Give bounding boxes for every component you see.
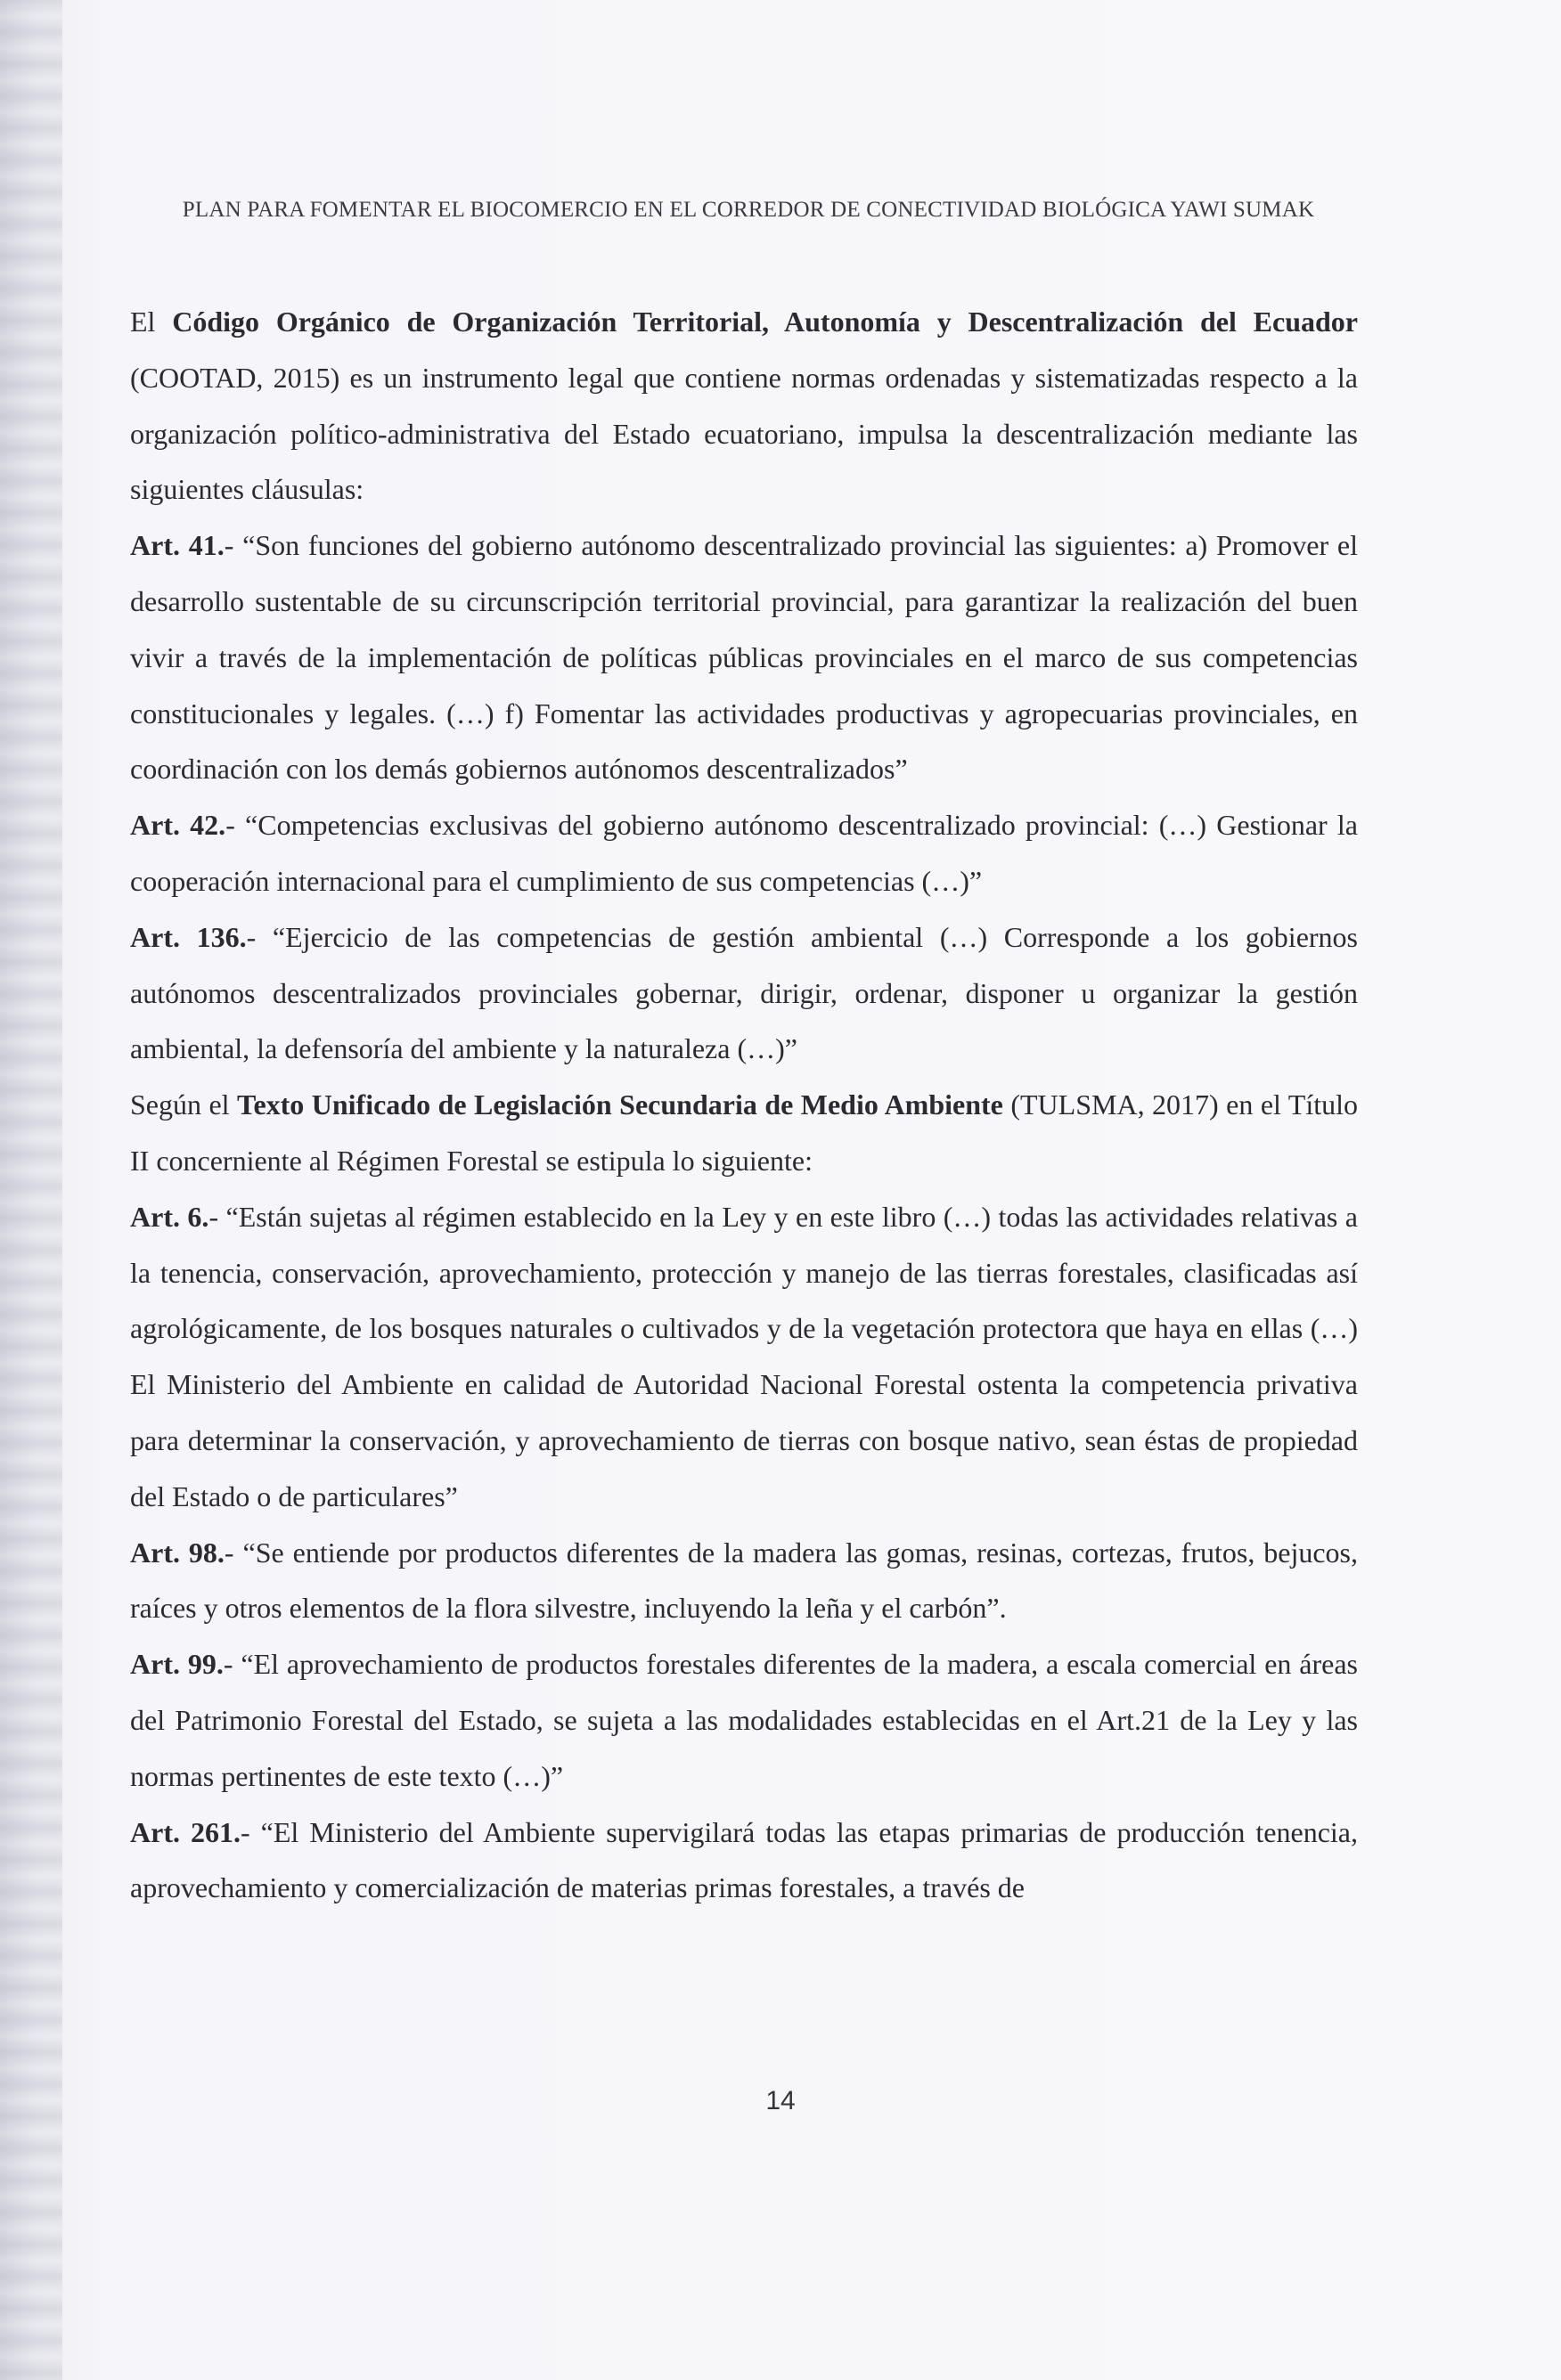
- article-6: Art. 6.- “Están sujetas al régimen establecido en la Ley y en este libro (…) todas las actividades relativas a la tenencia, conservación, aprovechamiento, protección y manejo de las tierras forestales, clasificadas así agrológicamente, de los bosques naturales o cultivados y de la vegetación protectora que haya en ellas (…) El Ministerio del Ambiente en calidad de Autoridad Nacional Forestal ostenta la competencia privativa para determinar la conservación, y aprovechamiento de tierras con bosque nativo, sean éstas de propiedad del Estado o de particulares”: [130, 1200, 1359, 1512]
- article-261: Art. 261.- “El Ministerio del Ambiente supervigilará todas las etapas primarias de producción tenencia, aprovechamiento y comercialización de materias primas forestales, a través de: [130, 1815, 1358, 1904]
- article-label: Art. 42.: [130, 809, 226, 842]
- article-label: Art. 99.: [130, 1648, 224, 1681]
- article-label: Art. 98.: [130, 1536, 225, 1569]
- article-label: Art. 261.: [130, 1815, 241, 1848]
- article-42: Art. 42.- “Competencias exclusivas del gobierno autónomo descentralizado provincial: (…) Gestionar la cooperación internacional para el cumplimiento de sus competencias (…)”: [130, 809, 1359, 897]
- running-header: PLAN PARA FOMENTAR EL BIOCOMERCIO EN EL CORREDOR DE CONECTIVIDAD BIOLÓGICA YAWI SUMAK: [182, 198, 1315, 222]
- article-label: Art. 6.: [130, 1200, 209, 1233]
- document-body: [130, 294, 1358, 1916]
- article-label: Art. 41.: [130, 529, 225, 562]
- page-binding-edge: [0, 0, 62, 2380]
- article-136: Art. 136.- “Ejercicio de las competencias de gestión ambiental (…) Corresponde a los gobiernos autónomos descentralizados provinciales gobernar, dirigir, ordenar, disponer u organizar la gestión ambiental, la defensoría del ambiente y la naturaleza (…)”: [130, 920, 1359, 1065]
- paragraph-cootad: El Código Orgánico de Organización Territorial, Autonomía y Descentralización del Ecuador (COOTAD, 2015) es un instrumento legal que contiene normas ordenadas y sistematizadas respecto a la organización político-administrativa del Estado ecuatoriano, impulsa la descentralización mediante las siguientes cláusulas:: [130, 306, 1359, 506]
- page-number: 14: [765, 2086, 796, 2115]
- article-99: Art. 99.- “El aprovechamiento de productos forestales diferentes de la madera, a escala comercial en áreas del Patrimonio Forestal del Estado, se sujeta a las modalidades establecidas en el Art.21 de la Ley y las normas pertinentes de este texto (…)”: [130, 1648, 1359, 1792]
- article-98: Art. 98.- “Se entiende por productos diferentes de la madera las gomas, resinas, cortezas, frutos, bejucos, raíces y otros elementos de la flora silvestre, incluyendo la leña y el carbón”.: [130, 1536, 1359, 1625]
- article-41: Art. 41.- “Son funciones del gobierno autónomo descentralizado provincial las siguientes: a) Promover el desarrollo sustentable de su circunscripción territorial provincial, para garantizar la realización del buen vivir a través de la implementación de políticas públicas provinciales en el marco de sus competencias constitucionales y legales. (…) f) Fomentar las actividades productivas y agropecuarias provinciales, en coordinación con los demás gobiernos autónomos descentralizados”: [130, 529, 1359, 786]
- law-name-tulsma: Texto Unificado de Legislación Secundaria de Medio Ambiente: [237, 1088, 1003, 1121]
- article-label: Art. 136.: [130, 920, 247, 953]
- law-name-cootad: Código Orgánico de Organización Territorial, Autonomía y Descentralización del Ecuador: [172, 306, 1359, 338]
- paragraph-tulsma: Según el Texto Unificado de Legislación Secundaria de Medio Ambiente (TULSMA, 2017) en el Título II concerniente al Régimen Forestal se estipula lo siguiente:: [130, 1088, 1359, 1177]
